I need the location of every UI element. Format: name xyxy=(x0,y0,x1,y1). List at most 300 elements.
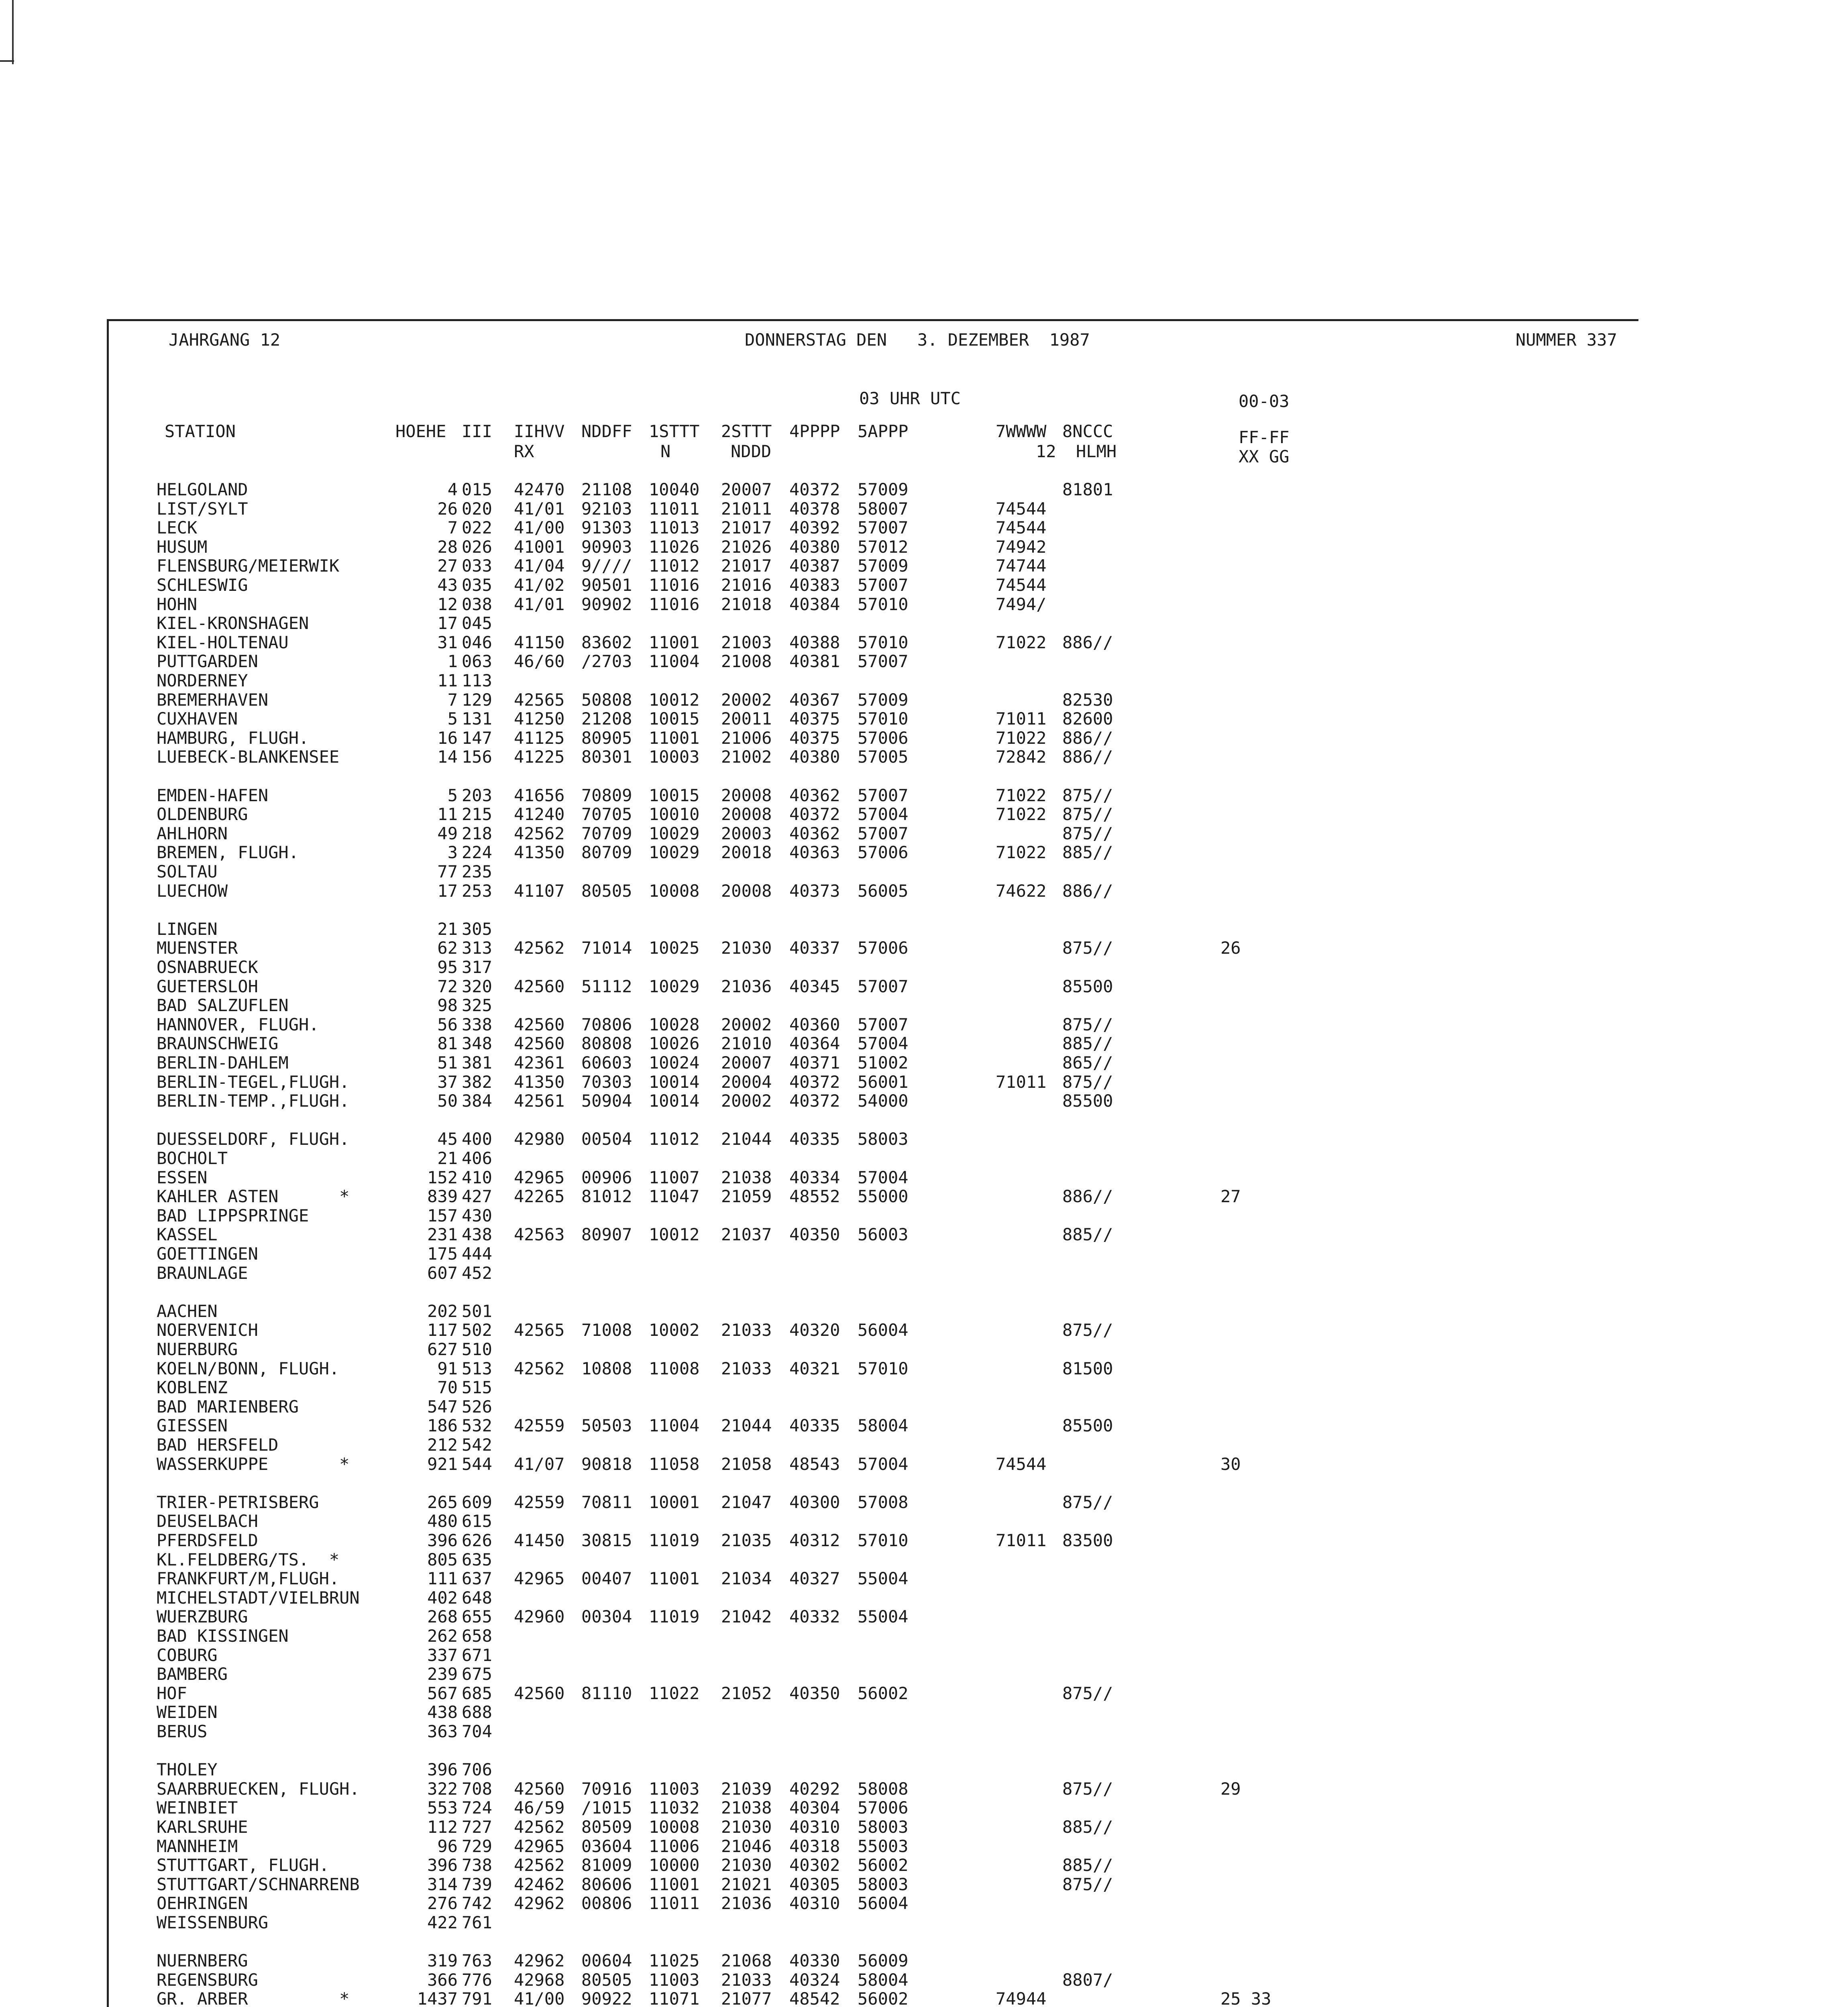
group-8nccc: 8807/ xyxy=(1062,1970,1113,1990)
station-index: 063 xyxy=(462,651,492,671)
group-nddff: 00604 xyxy=(581,1951,632,1970)
station-height: 27 xyxy=(437,556,458,576)
group-1sttt: 10025 xyxy=(649,938,700,958)
station-height: 319 xyxy=(427,1951,458,1970)
group-4pppp: 40324 xyxy=(789,1970,840,1990)
group-8nccc: 82530 xyxy=(1062,690,1113,710)
group-2sttt: 20008 xyxy=(721,786,772,805)
station-name: LUEBECK-BLANKENSEE xyxy=(157,747,340,767)
group-4pppp: 40321 xyxy=(789,1359,840,1378)
station-height: 7 xyxy=(447,518,458,537)
group-2sttt: 21042 xyxy=(721,1607,772,1626)
station-index: 544 xyxy=(462,1454,492,1474)
station-height: 43 xyxy=(437,575,458,595)
station-height: 805 xyxy=(427,1550,458,1569)
group-5appp: 58003 xyxy=(858,1129,909,1149)
station-name: LECK xyxy=(157,518,198,537)
group-2sttt: 20011 xyxy=(721,709,772,729)
station-index: 203 xyxy=(462,786,492,805)
group-1sttt: 10012 xyxy=(649,690,700,710)
group-5appp: 56004 xyxy=(858,1893,909,1913)
group-2sttt: 21018 xyxy=(721,594,772,614)
group-iihvv: 42470 xyxy=(514,480,565,499)
station-name: BOCHOLT xyxy=(157,1148,228,1168)
group-2sttt: 21026 xyxy=(721,537,772,557)
group-iihvv: 42962 xyxy=(514,1951,565,1970)
group-4pppp: 40305 xyxy=(789,1875,840,1894)
group-4pppp: 40375 xyxy=(789,709,840,729)
group-5appp: 57007 xyxy=(858,977,909,996)
col-8nccc-sub: HLMH xyxy=(1076,442,1117,461)
group-nddff: 70916 xyxy=(581,1779,632,1799)
group-1sttt: 11011 xyxy=(649,499,700,519)
station-name: TRIER-PETRISBERG xyxy=(157,1492,319,1512)
group-8nccc: 875// xyxy=(1062,1015,1113,1034)
group-2sttt: 21021 xyxy=(721,1875,772,1894)
station-height: 1 xyxy=(447,651,458,671)
edge-scratch-mark-vertical xyxy=(12,0,14,64)
group-1sttt: 11013 xyxy=(649,518,700,537)
station-height: 5 xyxy=(447,709,458,729)
group-4pppp: 40383 xyxy=(789,575,840,595)
station-name: KIEL-KRONSHAGEN xyxy=(157,613,309,633)
group-2sttt: 21002 xyxy=(721,747,772,767)
group-iihvv: 41350 xyxy=(514,1072,565,1092)
group-1sttt: 11007 xyxy=(649,1168,700,1187)
group-iihvv: 46/60 xyxy=(514,651,565,671)
group-1sttt: 11004 xyxy=(649,1416,700,1435)
group-ff-gg: 29 xyxy=(1220,1779,1241,1799)
number-label: NUMMER 337 xyxy=(1516,330,1617,350)
group-5appp: 56009 xyxy=(858,1951,909,1970)
station-height: 96 xyxy=(437,1836,458,1856)
station-name: COBURG xyxy=(157,1645,218,1665)
station-height: 547 xyxy=(427,1397,458,1417)
group-7wwww: 74622 xyxy=(996,881,1047,901)
group-2sttt: 21077 xyxy=(721,1989,772,2007)
col-4pppp: 4PPPP xyxy=(789,421,840,441)
group-nddff: 51112 xyxy=(581,977,632,996)
group-1sttt: 10010 xyxy=(649,804,700,824)
group-4pppp: 40372 xyxy=(789,1091,840,1111)
group-7wwww: 71011 xyxy=(996,709,1047,729)
station-index: 704 xyxy=(462,1722,492,1741)
group-1sttt: 10014 xyxy=(649,1091,700,1111)
station-height: 111 xyxy=(427,1569,458,1588)
group-nddff: 70811 xyxy=(581,1492,632,1512)
group-7wwww: 71022 xyxy=(996,804,1047,824)
group-2sttt: 20008 xyxy=(721,804,772,824)
station-height: 17 xyxy=(437,881,458,901)
group-5appp: 55004 xyxy=(858,1569,909,1588)
group-2sttt: 20002 xyxy=(721,1091,772,1111)
group-4pppp: 40380 xyxy=(789,747,840,767)
group-nddff: 80509 xyxy=(581,1817,632,1837)
station-height: 607 xyxy=(427,1263,458,1283)
group-iihvv: 41/00 xyxy=(514,1989,565,2007)
station-height: 45 xyxy=(437,1129,458,1149)
group-2sttt: 21058 xyxy=(721,1454,772,1474)
group-5appp: 57007 xyxy=(858,1015,909,1034)
group-nddff: 00304 xyxy=(581,1607,632,1626)
col-5appp: 5APPP xyxy=(858,421,909,441)
group-8nccc: 85500 xyxy=(1062,1091,1113,1111)
station-name: OSNABRUECK xyxy=(157,957,258,977)
group-nddff: 80505 xyxy=(581,881,632,901)
station-height: 276 xyxy=(427,1893,458,1913)
group-2sttt: 20002 xyxy=(721,690,772,710)
station-index: 542 xyxy=(462,1435,492,1455)
station-height: 62 xyxy=(437,938,458,958)
station-height: 438 xyxy=(427,1702,458,1722)
group-nddff: 00906 xyxy=(581,1168,632,1187)
group-2sttt: 21034 xyxy=(721,1569,772,1588)
group-1sttt: 11012 xyxy=(649,1129,700,1149)
station-index: 313 xyxy=(462,938,492,958)
station-height: 265 xyxy=(427,1492,458,1512)
group-iihvv: 41450 xyxy=(514,1531,565,1550)
group-2sttt: 21036 xyxy=(721,1893,772,1913)
station-index: 526 xyxy=(462,1397,492,1417)
group-8nccc: 885// xyxy=(1062,843,1113,862)
station-name: MANNHEIM xyxy=(157,1836,238,1856)
group-5appp: 58008 xyxy=(858,1779,909,1799)
group-5appp: 57009 xyxy=(858,556,909,576)
station-name: GIESSEN xyxy=(157,1416,228,1435)
group-8nccc: 885// xyxy=(1062,1034,1113,1053)
station-height: 49 xyxy=(437,824,458,843)
station-name: BRAUNSCHWEIG xyxy=(157,1034,279,1053)
group-4pppp: 40320 xyxy=(789,1320,840,1340)
station-index: 761 xyxy=(462,1913,492,1932)
station-name: KAHLER ASTEN * xyxy=(157,1187,350,1206)
station-index: 046 xyxy=(462,633,492,652)
group-nddff: 30815 xyxy=(581,1531,632,1550)
group-8nccc: 81801 xyxy=(1062,480,1113,499)
group-2sttt: 20008 xyxy=(721,881,772,901)
station-name: BAD SALZUFLEN xyxy=(157,995,289,1015)
station-height: 1437 xyxy=(417,1989,458,2007)
group-5appp: 56003 xyxy=(858,1225,909,1244)
group-4pppp: 40392 xyxy=(789,518,840,537)
station-name: FLENSBURG/MEIERWIK xyxy=(157,556,340,576)
group-1sttt: 11012 xyxy=(649,556,700,576)
group-1sttt: 11001 xyxy=(649,633,700,652)
group-8nccc: 85500 xyxy=(1062,1416,1113,1435)
group-iihvv: 41107 xyxy=(514,881,565,901)
group-5appp: 56002 xyxy=(858,1989,909,2007)
group-8nccc: 82600 xyxy=(1062,709,1113,729)
col-2sttt: 2STTT xyxy=(721,421,772,441)
station-height: 26 xyxy=(437,499,458,519)
station-height: 28 xyxy=(437,537,458,557)
group-4pppp: 40371 xyxy=(789,1053,840,1073)
group-4pppp: 40372 xyxy=(789,1072,840,1092)
group-1sttt: 10014 xyxy=(649,1072,700,1092)
station-name: BAD LIPPSPRINGE xyxy=(157,1206,309,1225)
station-height: 21 xyxy=(437,919,458,939)
group-nddff: 91303 xyxy=(581,518,632,537)
station-index: 706 xyxy=(462,1760,492,1779)
group-8nccc: 875// xyxy=(1062,1320,1113,1340)
station-name: REGENSBURG xyxy=(157,1970,258,1990)
group-1sttt: 10029 xyxy=(649,824,700,843)
station-height: 81 xyxy=(437,1034,458,1053)
station-name: LIST/SYLT xyxy=(157,499,248,519)
group-8nccc: 81500 xyxy=(1062,1359,1113,1378)
station-name: NUERBURG xyxy=(157,1339,238,1359)
station-height: 322 xyxy=(427,1779,458,1799)
group-1sttt: 10008 xyxy=(649,1817,700,1837)
col-iihvv-sub: RX xyxy=(514,442,534,461)
group-5appp: 57004 xyxy=(858,1034,909,1053)
group-iihvv: 42562 xyxy=(514,1817,565,1837)
group-2sttt: 21052 xyxy=(721,1683,772,1703)
group-iihvv: 41/04 xyxy=(514,556,565,576)
group-2sttt: 21047 xyxy=(721,1492,772,1512)
station-name: WEINBIET xyxy=(157,1798,238,1818)
group-5appp: 58007 xyxy=(858,499,909,519)
station-name: MICHELSTADT/VIELBRUN xyxy=(157,1588,360,1608)
group-iihvv: 41150 xyxy=(514,633,565,652)
group-4pppp: 40310 xyxy=(789,1893,840,1913)
group-4pppp: 40332 xyxy=(789,1607,840,1626)
group-4pppp: 40334 xyxy=(789,1168,840,1187)
station-name: WUERZBURG xyxy=(157,1607,248,1626)
group-nddff: 50503 xyxy=(581,1416,632,1435)
station-height: 152 xyxy=(427,1168,458,1187)
station-index: 776 xyxy=(462,1970,492,1990)
group-nddff: 90501 xyxy=(581,575,632,595)
station-index: 381 xyxy=(462,1053,492,1073)
station-index: 502 xyxy=(462,1320,492,1340)
group-ff-gg: 27 xyxy=(1220,1187,1241,1206)
group-5appp: 57007 xyxy=(858,518,909,537)
station-height: 553 xyxy=(427,1798,458,1818)
station-height: 16 xyxy=(437,728,458,748)
group-1sttt: 11001 xyxy=(649,1569,700,1588)
group-1sttt: 10008 xyxy=(649,881,700,901)
group-iihvv: 41/07 xyxy=(514,1454,565,1474)
station-name: BREMERHAVEN xyxy=(157,690,269,710)
group-iihvv: 42560 xyxy=(514,1683,565,1703)
group-2sttt: 21003 xyxy=(721,633,772,652)
group-2sttt: 21035 xyxy=(721,1531,772,1550)
station-index: 626 xyxy=(462,1531,492,1550)
group-8nccc: 85500 xyxy=(1062,977,1113,996)
group-iihvv: 42965 xyxy=(514,1569,565,1588)
station-name: OEHRINGEN xyxy=(157,1893,248,1913)
group-1sttt: 10000 xyxy=(649,1855,700,1875)
group-1sttt: 10015 xyxy=(649,786,700,805)
station-index: 325 xyxy=(462,995,492,1015)
group-nddff: 00504 xyxy=(581,1129,632,1149)
group-iihvv: 41250 xyxy=(514,709,565,729)
station-index: 022 xyxy=(462,518,492,537)
group-1sttt: 10028 xyxy=(649,1015,700,1034)
group-iihvv: 42968 xyxy=(514,1970,565,1990)
group-iihvv: 41225 xyxy=(514,747,565,767)
group-8nccc: 875// xyxy=(1062,824,1113,843)
station-index: 671 xyxy=(462,1645,492,1665)
col-7wwww-sub: 12 xyxy=(1036,442,1056,461)
station-name: WEISSENBURG xyxy=(157,1913,269,1932)
station-index: 215 xyxy=(462,804,492,824)
station-index: 253 xyxy=(462,881,492,901)
group-4pppp: 40388 xyxy=(789,633,840,652)
station-height: 396 xyxy=(427,1531,458,1550)
station-height: 314 xyxy=(427,1875,458,1894)
station-index: 615 xyxy=(462,1511,492,1531)
group-iihvv: 41656 xyxy=(514,786,565,805)
station-height: 31 xyxy=(437,633,458,652)
group-5appp: 57007 xyxy=(858,651,909,671)
station-index: 218 xyxy=(462,824,492,843)
station-name: WEIDEN xyxy=(157,1702,218,1722)
station-height: 567 xyxy=(427,1683,458,1703)
station-height: 77 xyxy=(437,862,458,881)
group-nddff: 21208 xyxy=(581,709,632,729)
group-2sttt: 21033 xyxy=(721,1359,772,1378)
group-5appp: 54000 xyxy=(858,1091,909,1111)
group-4pppp: 40330 xyxy=(789,1951,840,1970)
group-nddff: 80709 xyxy=(581,843,632,862)
group-1sttt: 10002 xyxy=(649,1320,700,1340)
col-nddff: NDDFF xyxy=(581,421,632,441)
group-5appp: 56001 xyxy=(858,1072,909,1092)
group-5appp: 58003 xyxy=(858,1875,909,1894)
group-1sttt: 11025 xyxy=(649,1951,700,1970)
group-5appp: 57010 xyxy=(858,709,909,729)
station-name: HUSUM xyxy=(157,537,208,557)
group-8nccc: 885// xyxy=(1062,1817,1113,1837)
group-1sttt: 11019 xyxy=(649,1531,700,1550)
station-name: SCHLESWIG xyxy=(157,575,248,595)
station-name: DUESSELDORF, FLUGH. xyxy=(157,1129,350,1149)
group-4pppp: 40378 xyxy=(789,499,840,519)
group-2sttt: 21030 xyxy=(721,938,772,958)
group-4pppp: 40380 xyxy=(789,537,840,557)
station-height: 50 xyxy=(437,1091,458,1111)
group-2sttt: 21033 xyxy=(721,1970,772,1990)
station-height: 921 xyxy=(427,1454,458,1474)
station-index: 224 xyxy=(462,843,492,862)
group-7wwww: 74942 xyxy=(996,537,1047,557)
date-label: DONNERSTAG DEN 3. DEZEMBER 1987 xyxy=(745,330,1090,350)
group-1sttt: 10024 xyxy=(649,1053,700,1073)
station-index: 406 xyxy=(462,1148,492,1168)
group-2sttt: 21008 xyxy=(721,651,772,671)
station-name: BAD KISSINGEN xyxy=(157,1626,289,1646)
group-7wwww: 74544 xyxy=(996,575,1047,595)
station-name: NORDERNEY xyxy=(157,671,248,690)
group-8nccc: 885// xyxy=(1062,1855,1113,1875)
station-height: 11 xyxy=(437,671,458,690)
station-height: 17 xyxy=(437,613,458,633)
group-7wwww: 71022 xyxy=(996,786,1047,805)
group-iihvv: 42559 xyxy=(514,1492,565,1512)
station-name: KOBLENZ xyxy=(157,1378,228,1397)
jahrgang-label: JAHRGANG 12 xyxy=(169,330,281,350)
group-iihvv: 42560 xyxy=(514,1034,565,1053)
group-8nccc: 886// xyxy=(1062,633,1113,652)
group-iihvv: 41240 xyxy=(514,804,565,824)
group-iihvv: 42960 xyxy=(514,1607,565,1626)
group-iihvv: 42265 xyxy=(514,1187,565,1206)
group-7wwww: 74544 xyxy=(996,499,1047,519)
station-height: 12 xyxy=(437,594,458,614)
group-8nccc: 875// xyxy=(1062,938,1113,958)
station-height: 175 xyxy=(427,1244,458,1264)
station-index: 430 xyxy=(462,1206,492,1225)
group-iihvv: 42361 xyxy=(514,1053,565,1073)
group-nddff: 90922 xyxy=(581,1989,632,2007)
group-8nccc: 875// xyxy=(1062,1779,1113,1799)
station-name: HELGOLAND xyxy=(157,480,248,499)
station-index: 045 xyxy=(462,613,492,633)
group-iihvv: 42562 xyxy=(514,824,565,843)
group-1sttt: 11019 xyxy=(649,1607,700,1626)
station-name: HANNOVER, FLUGH. xyxy=(157,1015,319,1034)
group-5appp: 55000 xyxy=(858,1187,909,1206)
group-nddff: 50808 xyxy=(581,690,632,710)
station-height: 5 xyxy=(447,786,458,805)
station-name: BAMBERG xyxy=(157,1664,228,1684)
group-2sttt: 21044 xyxy=(721,1416,772,1435)
station-index: 131 xyxy=(462,709,492,729)
group-1sttt: 10026 xyxy=(649,1034,700,1053)
col-8nccc: 8NCCC xyxy=(1062,421,1113,441)
group-nddff: 80808 xyxy=(581,1034,632,1053)
station-height: 480 xyxy=(427,1511,458,1531)
station-index: 742 xyxy=(462,1893,492,1913)
time-label: 03 UHR UTC xyxy=(859,389,961,408)
station-index: 427 xyxy=(462,1187,492,1206)
group-nddff: 03604 xyxy=(581,1836,632,1856)
station-name: FRANKFURT/M,FLUGH. xyxy=(157,1569,340,1588)
station-height: 186 xyxy=(427,1416,458,1435)
group-5appp: 57007 xyxy=(858,575,909,595)
col-ff: FF-FF xyxy=(1239,427,1290,447)
group-nddff: 60603 xyxy=(581,1053,632,1073)
station-name: ESSEN xyxy=(157,1168,208,1187)
group-2sttt: 21038 xyxy=(721,1798,772,1818)
station-name: BERLIN-DAHLEM xyxy=(157,1053,289,1073)
station-name: AACHEN xyxy=(157,1301,218,1321)
group-nddff: 71008 xyxy=(581,1320,632,1340)
station-name: KOELN/BONN, FLUGH. xyxy=(157,1359,340,1378)
group-7wwww: 71011 xyxy=(996,1531,1047,1550)
group-nddff: 70709 xyxy=(581,824,632,843)
group-7wwww: 71011 xyxy=(996,1072,1047,1092)
group-1sttt: 10015 xyxy=(649,709,700,729)
group-7wwww: 72842 xyxy=(996,747,1047,767)
group-nddff: 92103 xyxy=(581,499,632,519)
group-5appp: 51002 xyxy=(858,1053,909,1073)
group-iihvv: 41350 xyxy=(514,843,565,862)
group-4pppp: 40363 xyxy=(789,843,840,862)
group-nddff: 81009 xyxy=(581,1855,632,1875)
group-7wwww: 74744 xyxy=(996,556,1047,576)
col-ff-sub: XX GG xyxy=(1239,447,1290,466)
group-nddff: 70806 xyxy=(581,1015,632,1034)
group-4pppp: 40292 xyxy=(789,1779,840,1799)
group-5appp: 57005 xyxy=(858,747,909,767)
group-7wwww: 71022 xyxy=(996,633,1047,652)
station-index: 708 xyxy=(462,1779,492,1799)
group-5appp: 58003 xyxy=(858,1817,909,1837)
station-height: 11 xyxy=(437,804,458,824)
